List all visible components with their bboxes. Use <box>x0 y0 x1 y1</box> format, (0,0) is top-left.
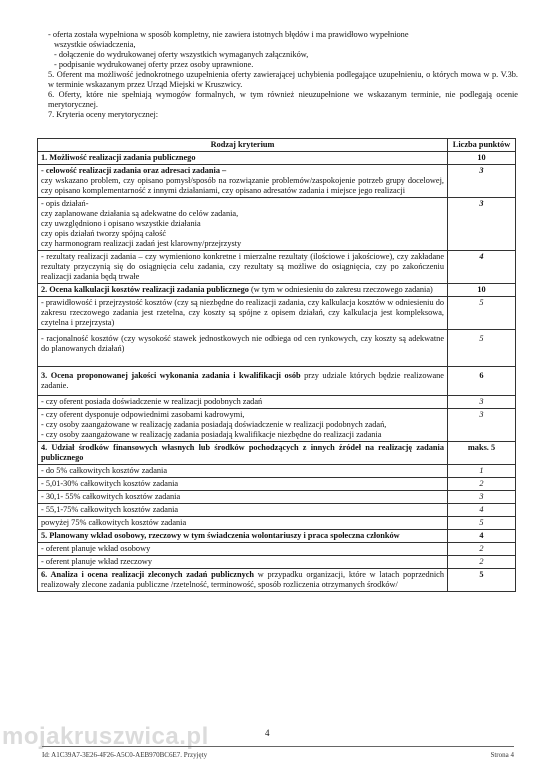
points: 3 <box>448 165 516 198</box>
points: 6 <box>448 367 516 396</box>
table-row <box>38 165 516 198</box>
table-row <box>38 330 516 367</box>
table-row <box>38 409 516 442</box>
header-points: Liczba punktów <box>448 139 516 152</box>
criterion-line: czy opis działań tworzy spójną całość <box>41 229 167 238</box>
table-header-row <box>38 139 516 152</box>
intro-line: 6. Oferty, które nie spełniają wymogów formalnych, w tym również nieuzupełnione we wskazanym terminie, nie podlegają ocenie merytorycznej. <box>48 90 518 109</box>
criteria-table <box>37 138 516 592</box>
criterion-line: - opis działań- <box>41 199 89 208</box>
criterion-line: czy harmonogram realizacji zadań jest klarowny/przejrzysty <box>41 239 242 248</box>
table-row <box>38 367 516 396</box>
intro-line: 7. Kryteria oceny merytorycznej: <box>48 110 159 119</box>
criterion-text: - 5,01-30% całkowitych kosztów zadania <box>38 478 448 491</box>
table-row <box>38 478 516 491</box>
points: 3 <box>448 198 516 251</box>
footer-divider <box>42 746 514 747</box>
criterion-line: - czy osoby zaangażowane w realizację zadania posiadają kwalifikacje niezbędne do realizacji zadania <box>41 430 382 439</box>
points: 4 <box>448 251 516 284</box>
footer-document-id: Id: A1C39A7-3E26-4F26-A5C0-AEB970BC6E7. Przyjęty <box>42 751 208 759</box>
criterion-text: - racjonalność kosztów (czy wysokość stawek jednostkowych nie odbiega od cen rynkowych, czy koszty są adekwatne do planowanych działań) <box>38 330 448 367</box>
criterion-1: 1. Możliwość realizacji zadania publicznego <box>38 152 448 165</box>
points: 10 <box>448 152 516 165</box>
criterion-line: czy uwzględniono i opisano wszystkie działania <box>41 219 201 228</box>
criterion-text: - prawidłowość i przejrzystość kosztów (czy są niezbędne do realizacji zadania, czy kalkulacja kosztów w odniesieniu do zakresu rzeczowego zadania jest rzetelna, czy koszty są spójne z opisem działań, czy kalkulacja jest kompleksowa, czytelna i przejrzysta) <box>38 297 448 330</box>
intro-line: 5. Oferent ma możliwość jednokrotnego uzupełnienia oferty zawierającej uchybienia podlegające uzupełnieniu, o których mowa w p. V.3b. w terminie wskazanym przez Urząd Miejski w Kruszwicy. <box>48 70 518 89</box>
criterion-text <box>38 367 448 396</box>
criterion-text: - oferent planuje wkład osobowy <box>38 543 448 556</box>
criterion-text <box>38 569 448 592</box>
criterion-detail: przy udziale których będzie realizowane zadanie. <box>41 371 444 390</box>
criterion-text: - oferent planuje wkład rzeczowy <box>38 556 448 569</box>
footer-page-label: Strona 4 <box>490 751 514 759</box>
points: 5 <box>448 569 516 592</box>
criterion-5: 5. Planowany wkład osobowy, rzeczowy w tym świadczenia wolontariuszy i praca społeczna członków <box>38 530 448 543</box>
table-row <box>38 517 516 530</box>
criterion-heading: 6. Analiza i ocena realizacji zleconych zadań publicznych <box>41 570 255 579</box>
points: 4 <box>448 530 516 543</box>
criterion-text: powyżej 75% całkowitych kosztów zadania <box>38 517 448 530</box>
criterion-text: - do 5% całkowitych kosztów zadania <box>38 465 448 478</box>
table-row <box>38 442 516 465</box>
table-row <box>38 284 516 297</box>
criterion-text <box>38 198 448 251</box>
points: 3 <box>448 409 516 442</box>
points: maks. 5 <box>448 442 516 465</box>
criterion-text <box>38 165 448 198</box>
intro-line: wszystkie oświadczenia, <box>54 40 136 49</box>
table-row <box>38 251 516 284</box>
table-row <box>38 504 516 517</box>
points: 10 <box>448 284 516 297</box>
points: 3 <box>448 491 516 504</box>
criterion-line: czy zaplanowane działania są adekwatne do celów zadania, <box>41 209 239 218</box>
page-number: 4 <box>265 728 270 738</box>
points: 3 <box>448 396 516 409</box>
criterion-detail: czy wskazano problem, czy opisano pomysł/sposób na rozwiązanie problemów/zaspokojenie potrzeb grupy docelowej, czy opisano komplementarność z innymi działaniami, czy opisano adresatów zadania i miejsce jego realizacji <box>41 176 444 195</box>
criterion-text <box>38 284 448 297</box>
criterion-detail: (w tym w odniesieniu do zakresu rzeczowego zadania) <box>248 285 433 294</box>
header-criterion: Rodzaj kryterium <box>38 139 448 152</box>
watermark-logo: mojakruszwica.pl <box>2 723 209 750</box>
points: 5 <box>448 517 516 530</box>
points: 2 <box>448 478 516 491</box>
intro-line: - oferta została wypełniona w sposób kompletny, nie zawiera istotnych błędów i ma prawidłowo wypełnione <box>48 30 409 39</box>
table-row <box>38 198 516 251</box>
intro-text <box>48 30 518 120</box>
points: 2 <box>448 543 516 556</box>
points: 4 <box>448 504 516 517</box>
points: 5 <box>448 297 516 330</box>
table-row <box>38 152 516 165</box>
criterion-text: - rezultaty realizacji zadania – czy wymieniono konkretne i mierzalne rezultaty (ilościowe i jakościowe), czy zakładane rezultaty przyczynią się do osiągnięcia celu zadania, czy rezultaty są możliwe do osiągnięcia, czy po zakończeniu realizacji zadania będą trwałe <box>38 251 448 284</box>
table-row <box>38 530 516 543</box>
criterion-4: 4. Udział środków finansowych własnych lub środków pochodzących z innych źródeł na realizację zadania publicznego <box>38 442 448 465</box>
criterion-heading: - celowość realizacji zadania oraz adresaci zadania – <box>41 166 227 175</box>
criterion-heading: 3. Ocena proponowanej jakości wykonania zadania i kwalifikacji osób <box>41 371 301 380</box>
points: 2 <box>448 556 516 569</box>
criterion-line: - czy oferent dysponuje odpowiednimi zasobami kadrowymi, <box>41 410 245 419</box>
criterion-line: - czy osoby zaangażowane w realizację zadania posiadają doświadczenie w realizacji podobnych zadań, <box>41 420 387 429</box>
criterion-text: - 30,1- 55% całkowitych kosztów zadania <box>38 491 448 504</box>
table-row <box>38 465 516 478</box>
criterion-text <box>38 409 448 442</box>
criterion-heading: 2. Ocena kalkulacji kosztów realizacji zadania publicznego <box>41 285 249 294</box>
criterion-detail: w przypadku organizacji, które w latach poprzednich realizowały zlecone zadania publiczne /rzetelność, terminowość, sposób rozliczenia otrzymanych środków/ <box>41 570 444 589</box>
criterion-text: - 55,1-75% całkowitych kosztów zadania <box>38 504 448 517</box>
table-row <box>38 556 516 569</box>
points: 5 <box>448 330 516 367</box>
table-row <box>38 491 516 504</box>
points: 1 <box>448 465 516 478</box>
table-row <box>38 297 516 330</box>
table-row <box>38 396 516 409</box>
intro-line: - podpisanie wydrukowanej oferty przez osoby uprawnione. <box>54 60 254 69</box>
criterion-text: - czy oferent posiada doświadczenie w realizacji podobnych zadań <box>38 396 448 409</box>
intro-line: - dołączenie do wydrukowanej oferty wszystkich wymaganych załączników, <box>54 50 309 59</box>
table-row <box>38 543 516 556</box>
table-row <box>38 569 516 592</box>
